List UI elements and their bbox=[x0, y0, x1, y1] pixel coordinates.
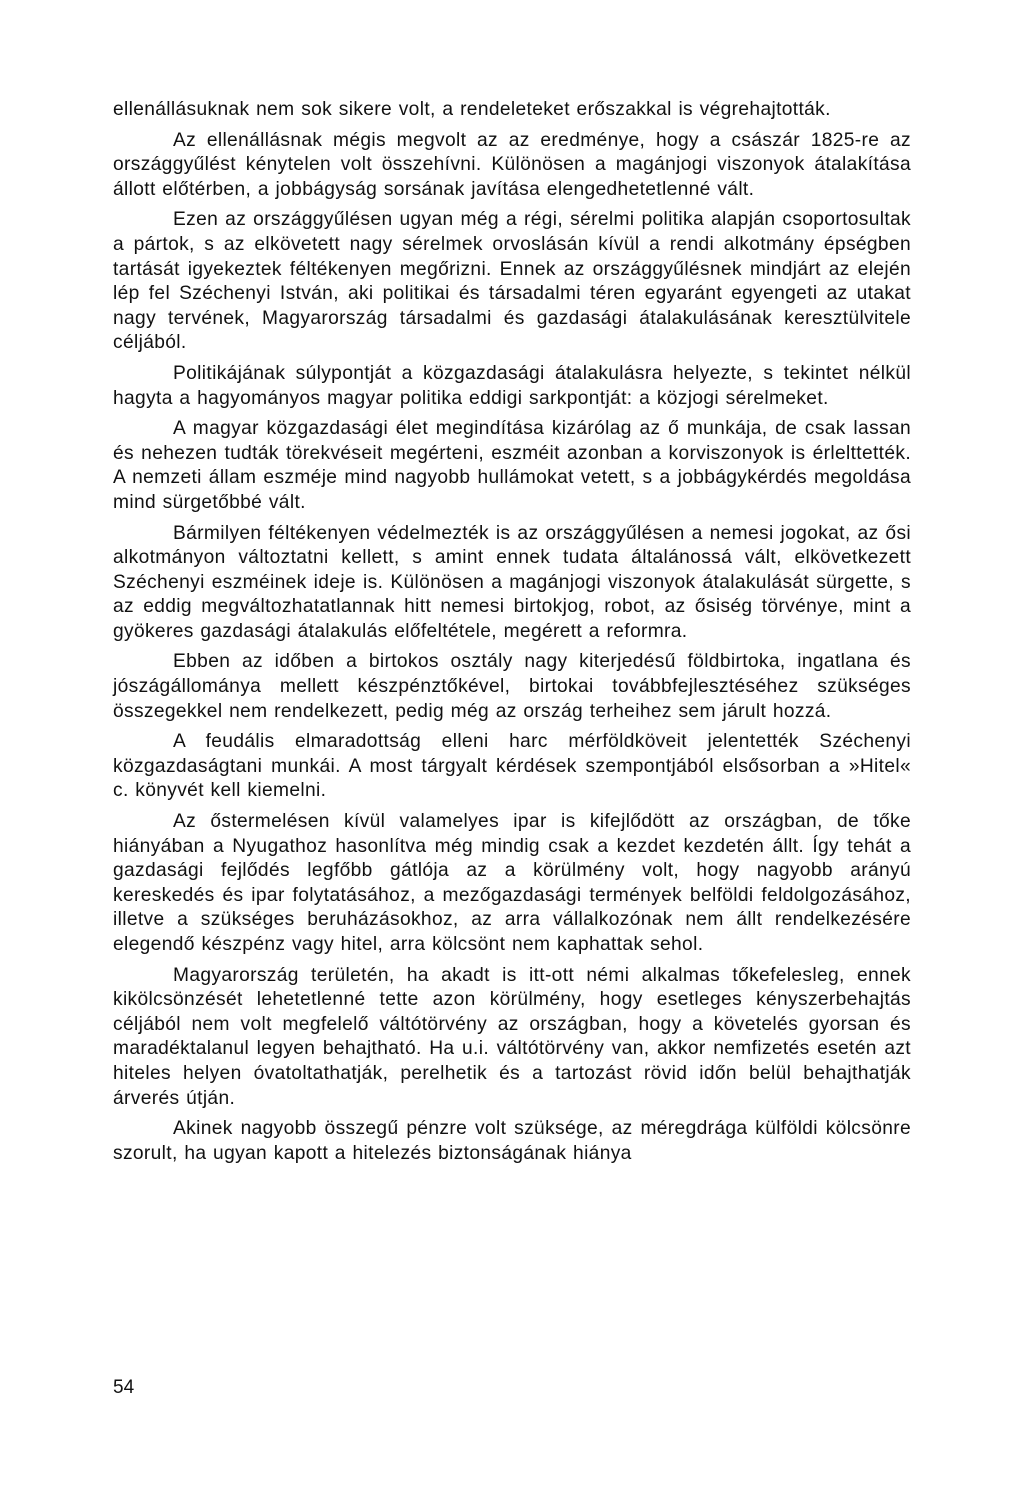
body-text bbox=[113, 98, 911, 1172]
paragraph-10: Magyarország területén, ha akadt is itt-ott némi alkalmas tőkefelesleg, ennek kikölcsönzését lehetetlenné tette azon körülmény, hogy esetleges kényszerbehajtás céljából nem volt megfelelő váltótörvény az országban, hogy a követelés gyorsan és maradéktalanul legyen behajtható. Ha u.i. váltótörvény van, akkor nemfizetés esetén azt hiteles helyen óvatoltathatják, perelhetik és a tartozást rövid időn belül behajthatják árverés útján. bbox=[113, 964, 911, 1109]
paragraph-9: Az őstermelésen kívül valamelyes ipar is kifejlődött az országban, de tőke hiányában a Nyugathoz hasonlítva még mindig csak a kezdet kezdetén állt. Így tehát a gazdasági fejlődés legfőbb gátlója az a körülmény volt, hogy nagyobb arányú kereskedés és ipar folytatásához, a mezőgazdasági termények belföldi feldolgozásához, illetve a szükséges beruházásokhoz, az arra vállalkozónak nem állt rendelkezésére elegendő készpénz vagy hitel, arra kölcsönt nem kaphattak sehol. bbox=[113, 811, 911, 955]
paragraph-4: Politikájának súlypontját a közgazdasági átalakulásra helyezte, s tekintet nélkül hagyta a hagyományos magyar politika eddigi sarkpontját: a közjogi sérelmeket. bbox=[113, 362, 911, 409]
paragraph-11: Akinek nagyobb összegű pénzre volt szüksége, az méregdrága külföldi kölcsönre szorult, ha ugyan kapott a hitelezés biztonságának hiánya bbox=[113, 1118, 911, 1164]
paragraph-7: Ebben az időben a birtokos osztály nagy kiterjedésű földbirtoka, ingatlana és jószágállománya mellett készpénztőkével, birtokai továbbfejlesztéséhez szükséges összegekkel nem rendelkezett, pedig még az ország terheihez sem járult hozzá. bbox=[113, 651, 911, 722]
paragraph-8: A feudális elmaradottság elleni harc mérföldköveit jelentették Széchenyi közgazdaságtani munkái. A most tárgyalt kérdések szempontjából elsősorban a »Hitel« c. könyvét kell kiemelni. bbox=[113, 731, 911, 802]
paragraph-3: Ezen az országgyűlésen ugyan még a régi, sérelmi politika alapján csoportosultak a pártok, s az elkövetett nagy sérelmek orvoslásán kívül a rendi alkotmány épségben tartását igyekeztek féltékenyen megőrizni. Ennek az országgyűlésnek mindjárt az elején lép fel Széchenyi István, aki politikai és társadalmi téren egyaránt egyengeti az utakat nagy tervének, Magyarország társadalmi és gazdasági átalakulásának keresztülvitele céljából. bbox=[113, 209, 911, 354]
paragraph-5: A magyar közgazdasági élet megindítása kizárólag az ő munkája, de csak lassan és nehezen tudták törekvéseit megérteni, eszméit azonban a korviszonyok is érlelttették. A nemzeti állam eszméje mind nagyobb hullámokat vetett, s a jobbágykérdés megoldása mind sürgetőbbé vált. bbox=[113, 418, 911, 513]
paragraph-1: ellenállásuknak nem sok sikere volt, a rendeleteket erőszakkal is végrehajtották. bbox=[113, 99, 831, 120]
paragraph-2: Az ellenállásnak mégis megvolt az az eredménye, hogy a császár 1825-re az országgyűlést kénytelen volt összehívni. Különösen a magánjogi viszonyok átalakítása állott előtérben, a jobbágyság sorsának javítása elengedhetetlenné vált. bbox=[113, 129, 911, 200]
page-number: 54 bbox=[113, 1377, 135, 1398]
paragraph-6: Bármilyen féltékenyen védelmezték is az országgyűlésen a nemesi jogokat, az ősi alkotmányon változtatni kellett, s amint ennek tudata általánossá vált, elkövetkezett Széchenyi eszméinek ideje is. Különösen a magánjogi viszonyok átalakulását sürgette, s az eddig megváltozhatatlannak hitt nemesi birtokjog, robot, az ősiség törvénye, mint a gyökeres gazdasági átalakulás előfeltétele, megérett a reformra. bbox=[113, 522, 911, 642]
